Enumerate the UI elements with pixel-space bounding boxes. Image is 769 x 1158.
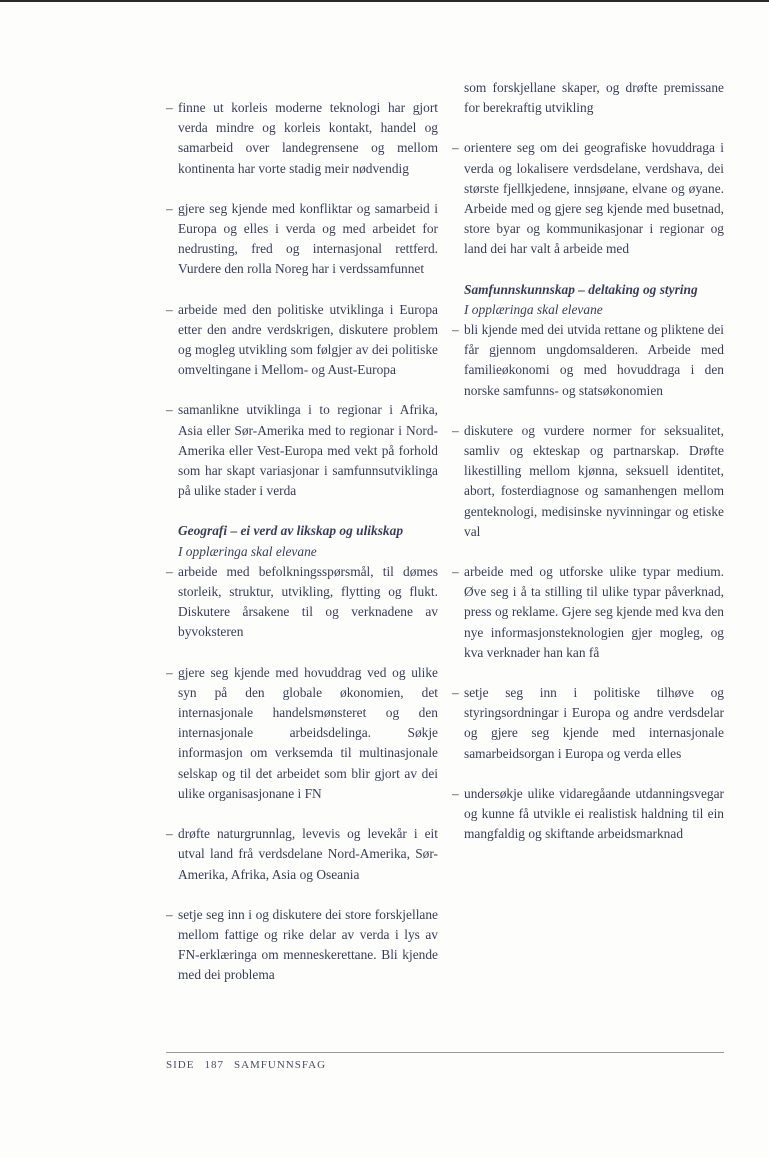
list-item xyxy=(452,138,724,259)
list-dash: – xyxy=(452,322,459,338)
section-heading-samfunnskunnskap: Samfunnskunnskap – deltaking og styring xyxy=(464,281,698,297)
list-dash: – xyxy=(166,826,173,842)
list-dash: – xyxy=(166,664,173,680)
list-dash: – xyxy=(166,200,173,216)
list-item xyxy=(166,400,438,501)
section-subheading: I opplæringa skal elevane xyxy=(178,543,317,559)
list-item xyxy=(452,683,724,764)
list-item-text: finne ut korleis moderne teknologi har gjort verda mindre og korleis kontakt, handel og samarbeid over landegrensene og mellom kontinenta har vorte stadig meir nødvendig xyxy=(178,100,438,176)
list-item xyxy=(166,824,438,885)
section-heading-geografi: Geografi – ei verd av likskap og ulikskap xyxy=(178,523,404,539)
list-item xyxy=(452,562,724,663)
top-border-line xyxy=(0,0,769,2)
continuation-text: som forskjellane skaper, og drøfte premissane for berekraftig utvikling xyxy=(464,80,724,116)
list-item-text: gjere seg kjende med hovuddrag ved og ulike syn på den globale økonomien, det internasjonale handelsmønsteret og den internasjonale arbeidsdelinga. Søkje informasjon om verksemda til multinasjonale selskap og til det arbeidet som blir gjort av dei ulike organisasjonane i FN xyxy=(178,664,438,801)
right-column xyxy=(452,78,724,865)
list-item xyxy=(452,320,724,401)
list-dash: – xyxy=(452,685,459,701)
list-item xyxy=(166,199,438,280)
list-dash: – xyxy=(452,564,459,580)
list-item-text: setje seg inn i politiske tilhøve og styringsordningar i Europa og andre verdsdelar og gjere seg kjende med internasjonale samarbeidsorgan i Europa og verda elles xyxy=(464,685,724,761)
list-item xyxy=(166,663,438,804)
list-item-text: setje seg inn i og diskutere dei store forskjellane mellom fattige og rike delar av verda i lys av FN-erklæringa om menneskerettane. Bli kjende med dei problema xyxy=(178,906,438,983)
list-item xyxy=(166,562,438,643)
list-item-text: gjere seg kjende med konfliktar og samarbeid i Europa og elles i verda og med arbeidet for nedrusting, fred og internasjonal rettferd. Vurdere den rolla Noreg har i verdssamfunnet xyxy=(178,200,438,277)
list-item xyxy=(166,905,438,986)
list-dash: – xyxy=(166,906,173,922)
list-item-text: drøfte naturgrunnlag, levevis og levekår i eit utval land frå verdsdelane Nord-Amerika, Sør-Amerika, Afrika, Asia og Oseania xyxy=(178,826,438,882)
list-dash: – xyxy=(452,422,459,438)
list-dash: – xyxy=(166,563,173,579)
list-item-text: arbeide med den politiske utviklinga i Europa etter den andre verdskrigen, diskutere problem og mogleg utvikling som følgjer av dei politiske omveltingane i Mellom- og Aust-Europa xyxy=(178,301,438,378)
list-dash: – xyxy=(166,402,173,418)
page-number: 187 xyxy=(204,1059,224,1071)
footer-side-label: SIDE xyxy=(166,1059,195,1071)
list-dash: – xyxy=(452,140,459,156)
list-dash: – xyxy=(452,785,459,801)
footer-subject: SAMFUNNSFAG xyxy=(233,1059,327,1071)
list-item xyxy=(452,421,724,542)
list-item-text: arbeide med og utforske ulike typar medium. Øve seg i å ta stilling til ulike typar påverknad, press og reklame. Gjere seg kjende med kva den nye informasjonsteknologien gjer mogleg, og kva verknader han kan få xyxy=(464,564,724,660)
list-item xyxy=(452,784,724,845)
left-column xyxy=(166,98,438,986)
list-item-text: bli kjende med dei utvida rettane og pliktene dei får gjennom ungdomsalderen. Arbeide med familieøkonomi og med hovuddraga i den norske samfunns- og statsøkonomien xyxy=(464,322,724,398)
list-dash: – xyxy=(166,100,173,115)
list-dash: – xyxy=(166,301,173,317)
section-subheading: I opplæringa skal elevane xyxy=(464,301,603,317)
list-item xyxy=(166,300,438,381)
list-item-text: undersøkje ulike vidaregåande utdanningsvegar og kunne få utvikle ei realistisk haldning til ein mangfaldig og skiftande arbeidsmarknad xyxy=(464,785,724,842)
list-item-text: arbeide med befolkningsspørsmål, til dømes storleik, struktur, utvikling, flytting og flukt. Diskutere årsakene til og verknadene av byvoksteren xyxy=(178,563,438,640)
list-item-text: diskutere og vurdere normer for seksualitet, samliv og ekteskap og partnarskap. Drøfte likestilling mellom kjønna, seksuell identitet, abort, fosterdiagnose og samanhengen mellom genteknologi, medisinske nyvinningar og etiske val xyxy=(464,422,724,539)
list-item-text: samanlikne utviklinga i to regionar i Afrika, Asia eller Sør-Amerika med to regionar i Nord-Amerika eller Vest-Europa med vekt på forhold som har skapt variasjonar i samfunnsutviklinga på ulike stader i verda xyxy=(178,402,438,499)
list-item xyxy=(166,98,438,179)
footer-rule xyxy=(166,1052,724,1053)
list-item-text: orientere seg om dei geografiske hovuddraga i verda og lokalisere verdsdelane, verdshava, dei største fjellkjedene, innsjøane, elvane og øyane. Arbeide med og gjere seg kjende med busetnad, store byar og kommunikasjonar i regionar og land dei har valt å arbeide med xyxy=(464,140,724,257)
page-footer xyxy=(166,1059,336,1071)
